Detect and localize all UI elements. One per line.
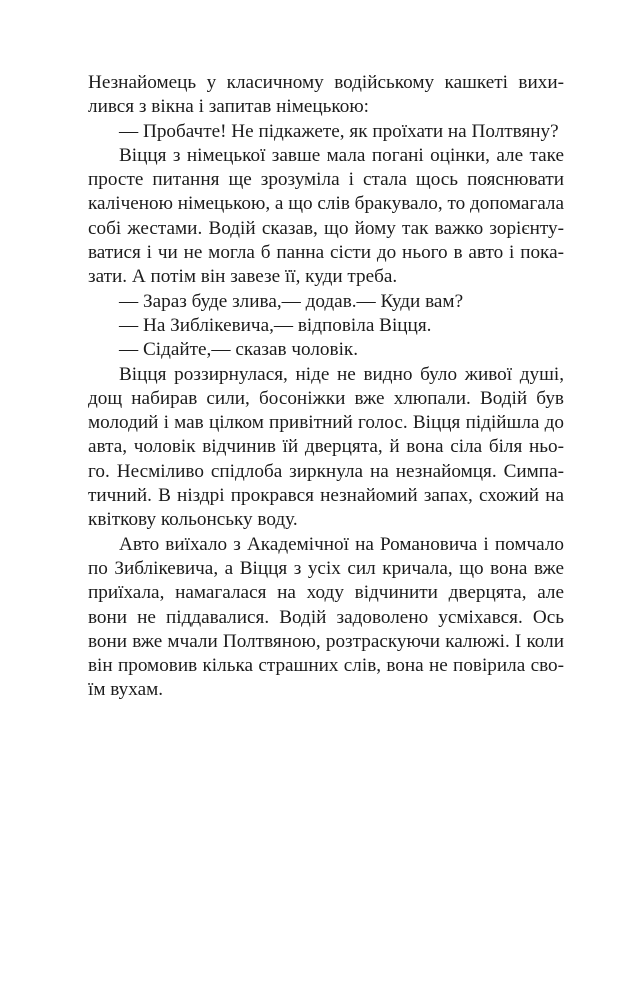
text-line: — На Зиблікевича,— відповіла Віцця. <box>119 314 432 336</box>
text-line: Авто виїхало з Академічної на Романовича і помчало <box>119 533 564 555</box>
text-line: авта, чоловік відчинив їй дверцята, й вона сіла біля ньо- <box>88 436 564 458</box>
text-line: просте питання ще зрозуміла і стала щось пояснювати <box>88 169 564 191</box>
text-line: каліченою німецькою, а що слів бракувало, то допомагала <box>88 193 565 215</box>
text-line: лився з вікна і запитав німецькою: <box>88 96 369 118</box>
text-line: приїхала, намагалася на ходу відчинити дверцята, але <box>88 582 564 604</box>
text-line: вони вже мчали Полтвяною, розтраскуючи калюжі. І коли <box>88 630 564 652</box>
text-line: ватися і чи не могла б панна сісти до нього в авто і пока- <box>88 242 564 264</box>
text-line: він промовив кілька страшних слів, вона не повірила сво- <box>88 655 564 677</box>
text-line: Віцця з німецької завше мала погані оцінки, але таке <box>119 144 564 166</box>
text-line: молодий і мав цілком привітний голос. Віцця підійшла до <box>88 412 564 434</box>
text-line: вони не піддавалися. Водій задоволено усміхався. Ось <box>88 606 564 628</box>
text-line: — Сідайте,— сказав чоловік. <box>119 339 359 361</box>
text-line: го. Несміливо спідлоба зиркнула на незнайомця. Симпа- <box>88 460 564 482</box>
text-line: собі жестами. Водій сказав, що йому так важко зорієнту- <box>88 217 564 239</box>
text-line: — Зараз буде злива,— додав.— Куди вам? <box>119 290 464 312</box>
text-line: зати. А потім він завезе її, куди треба. <box>88 266 398 288</box>
text-line: Віцця роззирнулася, ніде не видно було живої душі, <box>119 363 564 385</box>
text-line: по Зиблікевича, а Віцця з усіх сил кричала, що вона вже <box>88 557 564 579</box>
text-line: квіткову кольонську воду. <box>88 509 298 531</box>
text-line: — Пробачте! Не підкажете, як проїхати на Полтвяну? <box>119 120 559 142</box>
text-line: їм вухам. <box>88 679 164 701</box>
page-text <box>88 71 564 703</box>
text-line: Незнайомець у класичному водійському кашкеті вихи- <box>88 72 564 93</box>
text-line: дощ набирав сили, босоніжки вже хлюпали. Водій був <box>88 387 564 409</box>
text-line: тичний. В ніздрі прокрався незнайомий запах, схожий на <box>88 485 564 507</box>
